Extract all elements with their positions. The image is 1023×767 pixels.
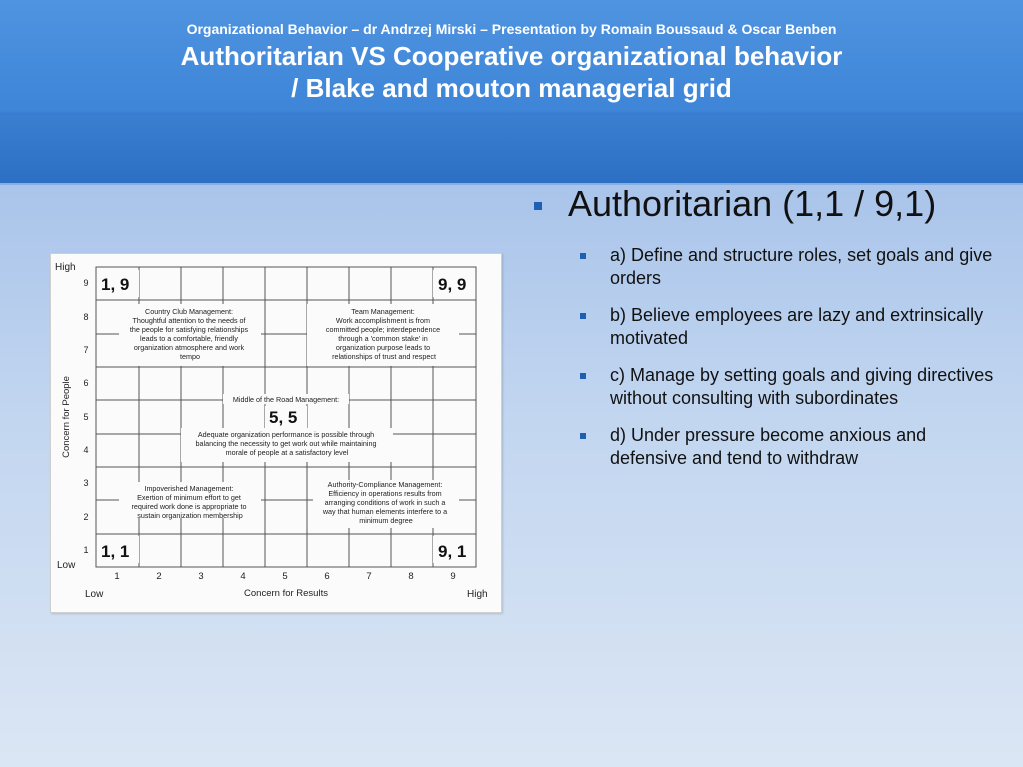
x-low-label: Low (85, 589, 104, 600)
corner-label-1-9: 1, 9 (101, 275, 130, 294)
x-tick: 5 (282, 571, 288, 582)
y-high-label: High (55, 262, 76, 273)
x-tick: 3 (198, 571, 204, 582)
corner-label-1-1: 1, 1 (101, 542, 130, 561)
impoverished-description: Impoverished Management: Exertion of minimum effort to get required work done is appropriate to sustain organization membership (131, 484, 247, 520)
list-item (580, 244, 1000, 290)
x-tick: 9 (450, 571, 456, 582)
x-ticks (114, 571, 455, 582)
middle-road-title: Middle of the Road Management: (232, 395, 340, 404)
y-tick: 1 (83, 545, 89, 555)
authority-compliance-description: Authority-Compliance Management: Efficiency in operations results from arranging conditions of work in such a way that human elements interfere to a minimum degree (322, 480, 448, 525)
y-tick: 9 (83, 278, 89, 288)
y-axis-label: Concern for People (61, 376, 72, 458)
bullet-square-icon (534, 202, 542, 210)
list-item (580, 304, 1000, 350)
x-tick: 7 (366, 571, 372, 582)
slide-title (40, 40, 983, 104)
main-bullet-text: Authoritarian (1,1 / 9,1) (568, 183, 937, 224)
middle-road-description: Adequate organization performance is possible through balancing the necessity to get work out while maintaining morale of people at a satisfactory level (195, 430, 377, 457)
x-axis-label: Concern for Results (244, 588, 328, 599)
y-ticks (83, 278, 88, 555)
y-tick: 6 (83, 378, 89, 388)
y-tick: 3 (83, 478, 89, 488)
sub-bullet-list (580, 244, 1000, 484)
list-item-text: a) Define and structure roles, set goals and give orders (610, 245, 993, 288)
y-tick: 7 (83, 345, 89, 355)
y-tick: 8 (83, 312, 89, 322)
corner-label-9-1: 9, 1 (438, 542, 467, 561)
center-label-5-5: 5, 5 (269, 408, 298, 427)
x-high-label: High (467, 589, 488, 600)
x-tick: 4 (240, 571, 246, 582)
bullet-square-icon (580, 433, 586, 439)
country-club-description: Country Club Management: Thoughtful attention to the needs of the people for satisfying relationships leads to a comfortable, friendly organization atmosphere and work tempo (129, 307, 249, 361)
slide-header (0, 0, 1023, 185)
x-tick: 8 (408, 571, 414, 582)
list-item (580, 364, 1000, 410)
x-tick: 1 (114, 571, 120, 582)
x-tick: 6 (324, 571, 330, 582)
header-band (0, 115, 1023, 183)
slide-title-line-1: Authoritarian VS Cooperative organizational behavior (180, 41, 843, 71)
slide-title-line-2: / Blake and mouton managerial grid (291, 73, 732, 103)
list-item-text: d) Under pressure become anxious and defensive and tend to withdraw (610, 425, 927, 468)
list-item-text: c) Manage by setting goals and giving directives without consulting with subordinates (610, 365, 994, 408)
presentation-subtitle: Organizational Behavior – dr Andrzej Mirski – Presentation by Romain Boussaud & Oscar Benben (186, 21, 837, 37)
bullet-square-icon (580, 313, 586, 319)
managerial-grid-svg (51, 254, 501, 612)
corner-label-9-9: 9, 9 (438, 275, 467, 294)
x-tick: 2 (156, 571, 162, 582)
y-low-label: Low (57, 560, 76, 571)
list-item-text: b) Believe employees are lazy and extrinsically motivated (610, 305, 984, 348)
list-item (580, 424, 1000, 470)
team-management-description: Team Management: Work accomplishment is from committed people; interdependence through a 'common stake' in organization purpose leads to relationships of trust and respect (325, 307, 441, 361)
y-tick: 4 (83, 445, 89, 455)
bullet-square-icon (580, 373, 586, 379)
y-tick: 5 (83, 412, 89, 422)
y-tick: 2 (83, 512, 89, 522)
bullet-square-icon (580, 253, 586, 259)
managerial-grid-figure (50, 253, 502, 613)
